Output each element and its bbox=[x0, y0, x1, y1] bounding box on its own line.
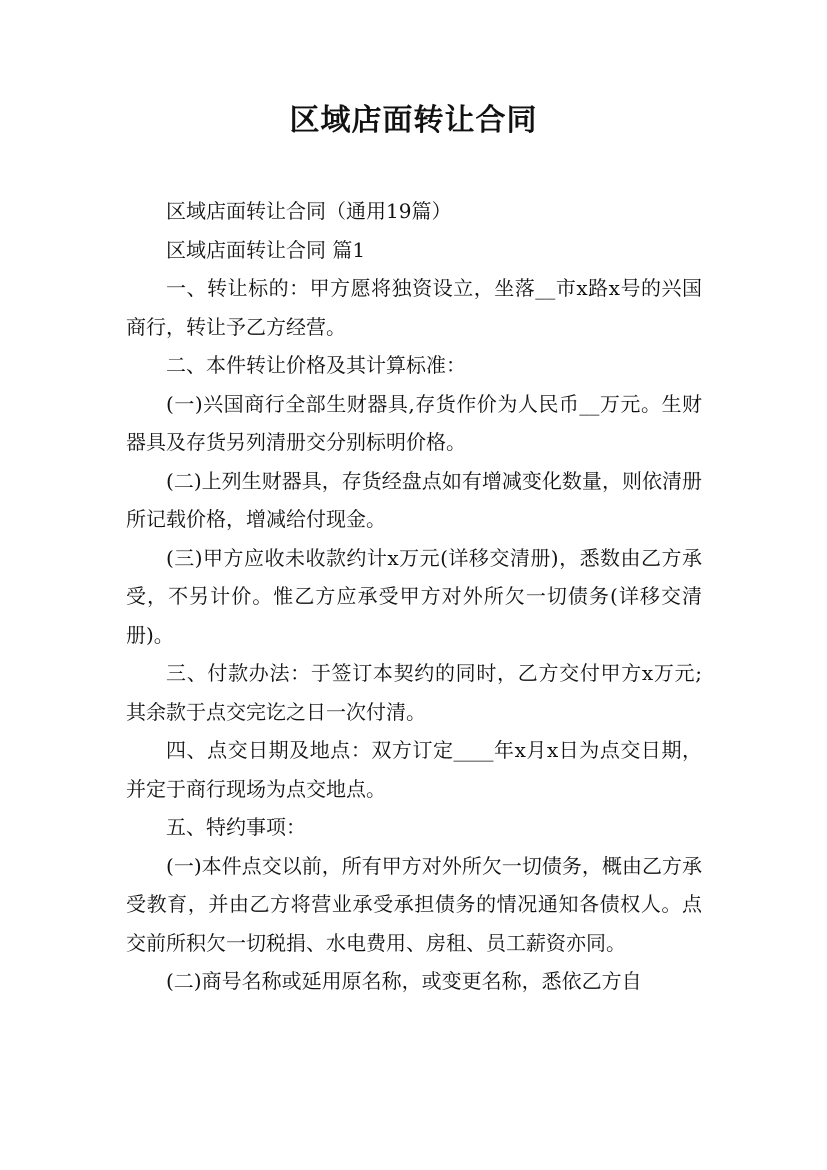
paragraph-clause-5-item-2: (二)商号名称或延用原名称，或变更名称，悉依乙方自 bbox=[166, 969, 642, 993]
paragraph-chapter: 区域店面转让合同 篇1 bbox=[166, 237, 366, 262]
paragraph-clause-5: 五、特约事项： bbox=[166, 815, 306, 839]
paragraph-clause-5-item-1: (一)本件点交以前，所有甲方对外所欠一切债务，概由乙方承受教育，并由乙方将营业承受承担债务的情况通知各债权人。点交前所积欠一切税捐、水电费用、房租、员工薪资亦同。 bbox=[126, 853, 702, 955]
paragraph-heading: 区域店面转让合同（通用19篇） bbox=[166, 199, 452, 223]
paragraph-clause-2: 二、本件转让价格及其计算标准： bbox=[166, 353, 466, 377]
paragraph-clause-4: 四、点交日期及地点：双方订定____年x月x日为点交日期，并定于商行现场为点交地点。 bbox=[126, 738, 702, 801]
paragraph-clause-2-item-1: (一)兴国商行全部生财器具,存货作价为人民币__万元。生财器具及存货另列清册交分别标明价格。 bbox=[126, 391, 702, 454]
paragraph-clause-2-item-3: (三)甲方应收未收款约计x万元(详移交清册)，悉数由乙方承受，不另计价。惟乙方应承受甲方对外所欠一切债务(详移交清册)。 bbox=[126, 545, 702, 647]
paragraph-clause-3: 三、付款办法：于签订本契约的同时，乙方交付甲方x万元;其余款于点交完讫之日一次付清。 bbox=[126, 661, 702, 724]
paragraph-clause-2-item-2: (二)上列生财器具，存货经盘点如有增减变化数量，则依清册所记载价格，增减给付现金。 bbox=[126, 468, 702, 531]
paragraph-clause-1: 一、转让标的：甲方愿将独资设立，坐落__市x路x号的兴国商行，转让予乙方经营。 bbox=[126, 276, 702, 339]
document-title: 区域店面转让合同 bbox=[289, 103, 538, 138]
document-body bbox=[126, 192, 702, 1001]
